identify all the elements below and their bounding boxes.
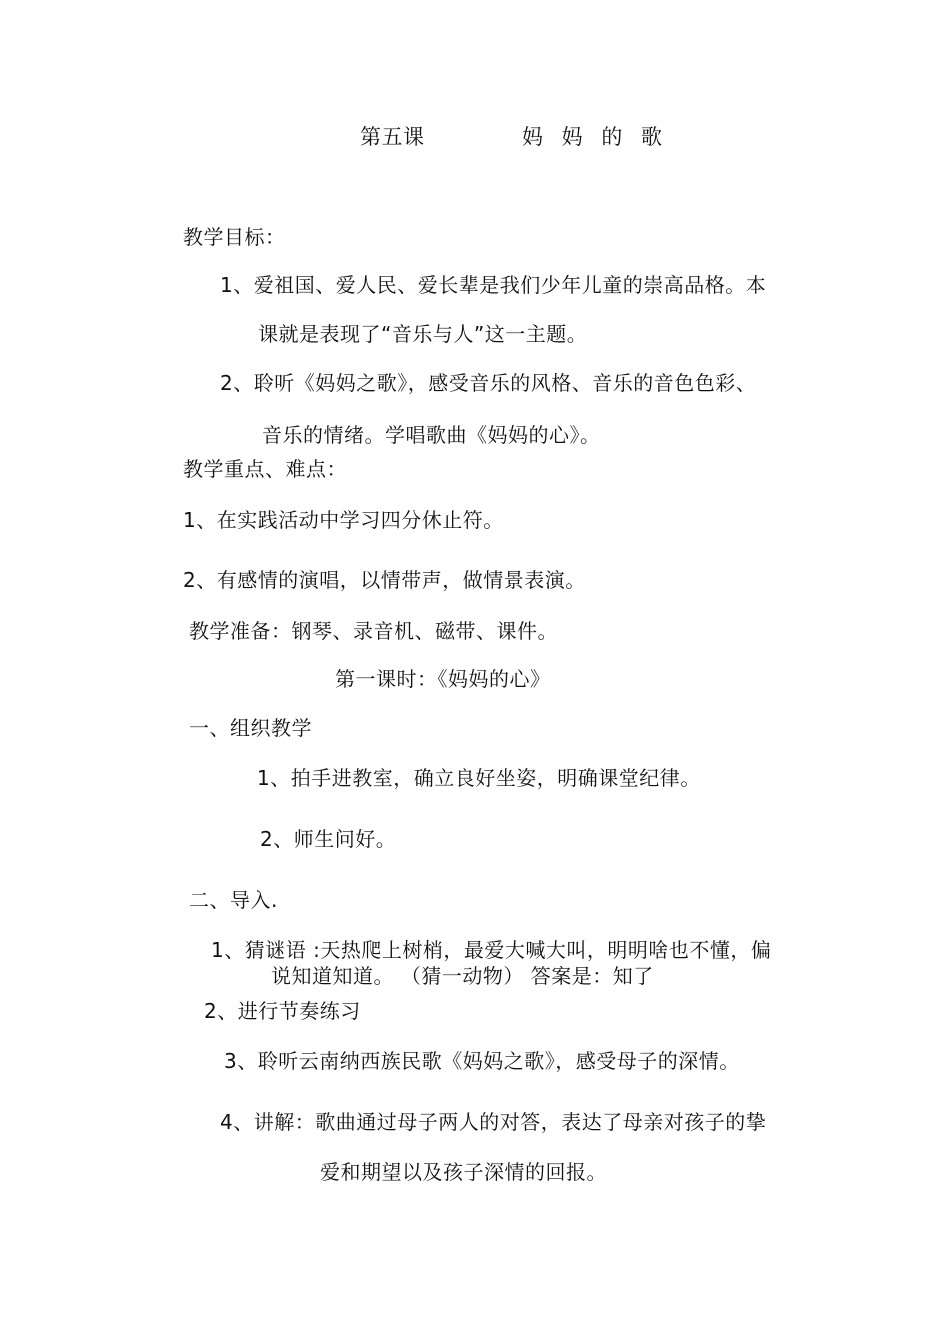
key-points-heading: 教学重点、难点： (183, 457, 347, 481)
section-2-item-1-line-2: 说知道知道。 （猜一动物） 答案是：知了 (271, 964, 654, 988)
section-2-item-4-line-2: 爱和期望以及孩子深情的回报。 (320, 1160, 607, 1184)
section-1-item-1: 1、拍手进教室，确立良好坐姿，明确课堂纪律。 (257, 766, 701, 790)
preparation: 教学准备：钢琴、录音机、磁带、课件。 (189, 619, 558, 643)
lesson-title: 妈 妈 的 歌 (522, 125, 669, 149)
lesson-number: 第五课 (360, 125, 425, 149)
key-point-2: 2、有感情的演唱，以情带声，做情景表演。 (183, 568, 586, 592)
objective-2-line-2: 音乐的情绪。学唱歌曲《妈妈的心》。 (262, 423, 601, 447)
objective-2-line-1: 2、聆听《妈妈之歌》，感受音乐的风格、音乐的音色色彩、 (220, 371, 757, 395)
objective-1-line-2: 课就是表现了“音乐与人”这一主题。 (258, 322, 588, 346)
session-title: 第一课时：《妈妈的心》 (335, 667, 551, 691)
section-2-item-1-line-1: 1、猜谜语 :天热爬上树梢，最爱大喊大叫，明明啥也不懂，偏 (211, 938, 772, 962)
section-2-item-3: 3、聆听云南纳西族民歌《妈妈之歌》，感受母子的深情。 (224, 1049, 740, 1073)
objectives-heading: 教学目标： (183, 225, 286, 249)
objective-1-line-1: 1、爱祖国、爱人民、爱长辈是我们少年儿童的崇高品格。本 (220, 273, 767, 297)
section-1-item-2: 2、师生问好。 (260, 827, 397, 851)
section-2-heading: 二、导入. (189, 888, 278, 912)
section-1-heading: 一、组织教学 (189, 716, 312, 740)
key-point-1: 1、在实践活动中学习四分休止符。 (183, 508, 504, 532)
section-2-item-2: 2、进行节奏练习 (204, 999, 361, 1023)
section-2-item-4-line-1: 4、讲解：歌曲通过母子两人的对答，表达了母亲对孩子的挚 (220, 1110, 767, 1134)
